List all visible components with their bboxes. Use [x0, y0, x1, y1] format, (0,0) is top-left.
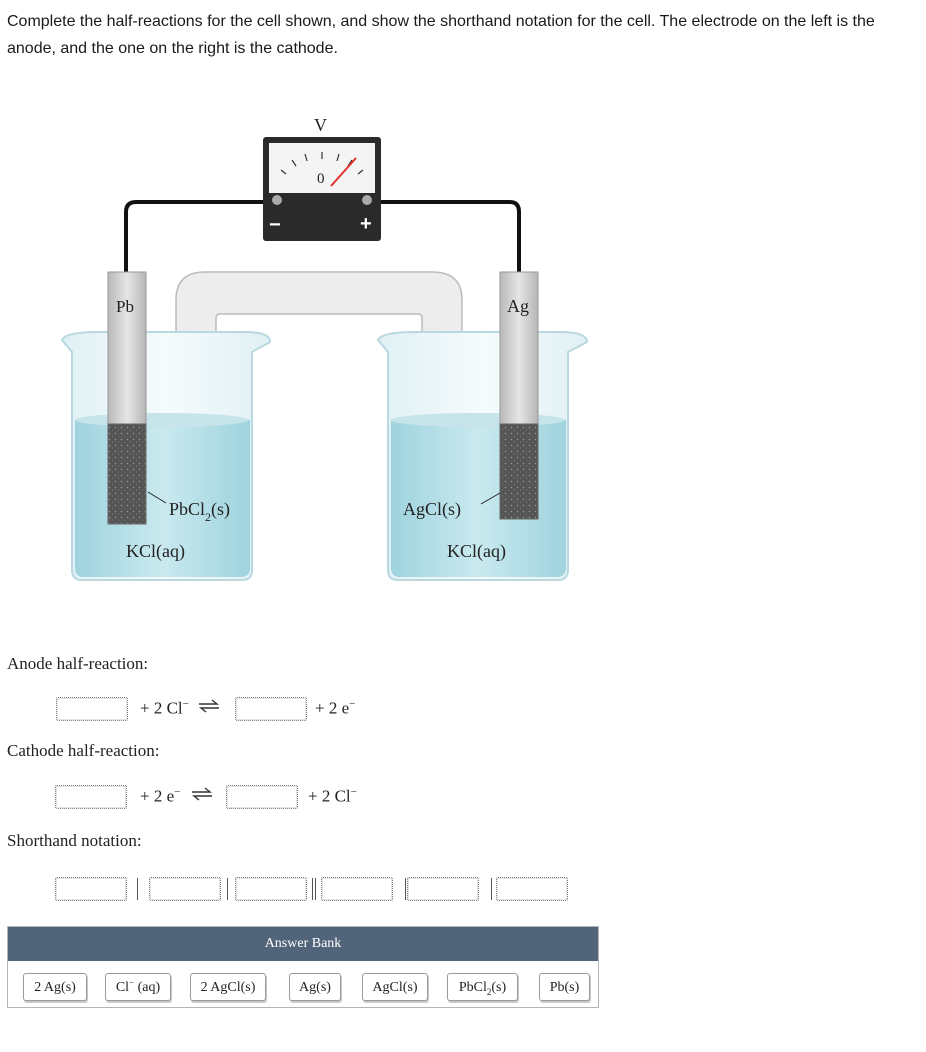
anode-reactant-slot[interactable] [56, 697, 128, 721]
meter-zero: 0 [317, 171, 325, 187]
cathode-reactant-slot[interactable] [55, 785, 127, 809]
right-electrode-label: Ag [507, 296, 529, 316]
phase-boundary [491, 878, 492, 900]
shorthand-slot-2[interactable] [149, 877, 221, 901]
answer-tile-2ag[interactable]: 2 Ag(s) [23, 973, 87, 1001]
answer-tile-pb[interactable]: Pb(s) [539, 973, 590, 1001]
left-solution-label: KCl(aq) [126, 541, 185, 561]
right-solid-label: AgCl(s) [403, 499, 461, 519]
shorthand-slot-3[interactable] [235, 877, 307, 901]
equilibrium-arrows-icon [197, 698, 221, 714]
phase-boundary [405, 878, 406, 900]
left-solid-label: PbCl$_2$(s) [169, 499, 231, 524]
meter-label: V [314, 115, 327, 135]
answer-tile-agcl[interactable]: AgCl(s) [362, 973, 428, 1001]
anode-product-slot[interactable] [235, 697, 307, 721]
shorthand-slot-5[interactable] [407, 877, 479, 901]
shorthand-slot-1[interactable] [55, 877, 127, 901]
answer-bank [7, 926, 599, 1008]
answer-bank-title: Answer Bank [8, 927, 598, 961]
answer-tile-cl-aq[interactable]: Cl− (aq) [105, 973, 171, 1001]
cathode-label: Cathode half-reaction: [7, 741, 160, 760]
answer-tile-ag[interactable]: Ag(s) [289, 973, 341, 1001]
salt-bridge-bar [312, 878, 316, 900]
phase-boundary [137, 878, 138, 900]
shorthand-slot-6[interactable] [496, 877, 568, 901]
question-text: Complete the half-reactions for the cell shown, and show the shorthand notation for the cell. The electrode on the left is the anode, and the one on the right is the cathode. [7, 13, 875, 57]
right-solution-label: KCl(aq) [447, 541, 506, 561]
left-electrode-label: Pb [116, 297, 134, 316]
meter-minus: − [269, 214, 281, 236]
shorthand-label: Shorthand notation: [7, 831, 142, 850]
meter-plus: + [360, 213, 372, 235]
anode-term1: + 2 Cl− [140, 698, 189, 718]
answer-tile-2agcl[interactable]: 2 AgCl(s) [190, 973, 266, 1001]
cathode-term1: + 2 e− [140, 786, 181, 806]
wire-left [126, 202, 270, 275]
phase-boundary [227, 878, 228, 900]
cathode-product-slot[interactable] [226, 785, 298, 809]
anode-label: Anode half-reaction: [7, 654, 149, 673]
cathode-term2: + 2 Cl− [308, 786, 357, 806]
wire-right [372, 202, 519, 275]
shorthand-slot-4[interactable] [321, 877, 393, 901]
anode-term2: + 2 e− [315, 698, 356, 718]
answer-tile-pbcl2[interactable]: PbCl$_2$(s) [447, 973, 518, 1001]
equilibrium-arrows-icon [190, 786, 214, 802]
